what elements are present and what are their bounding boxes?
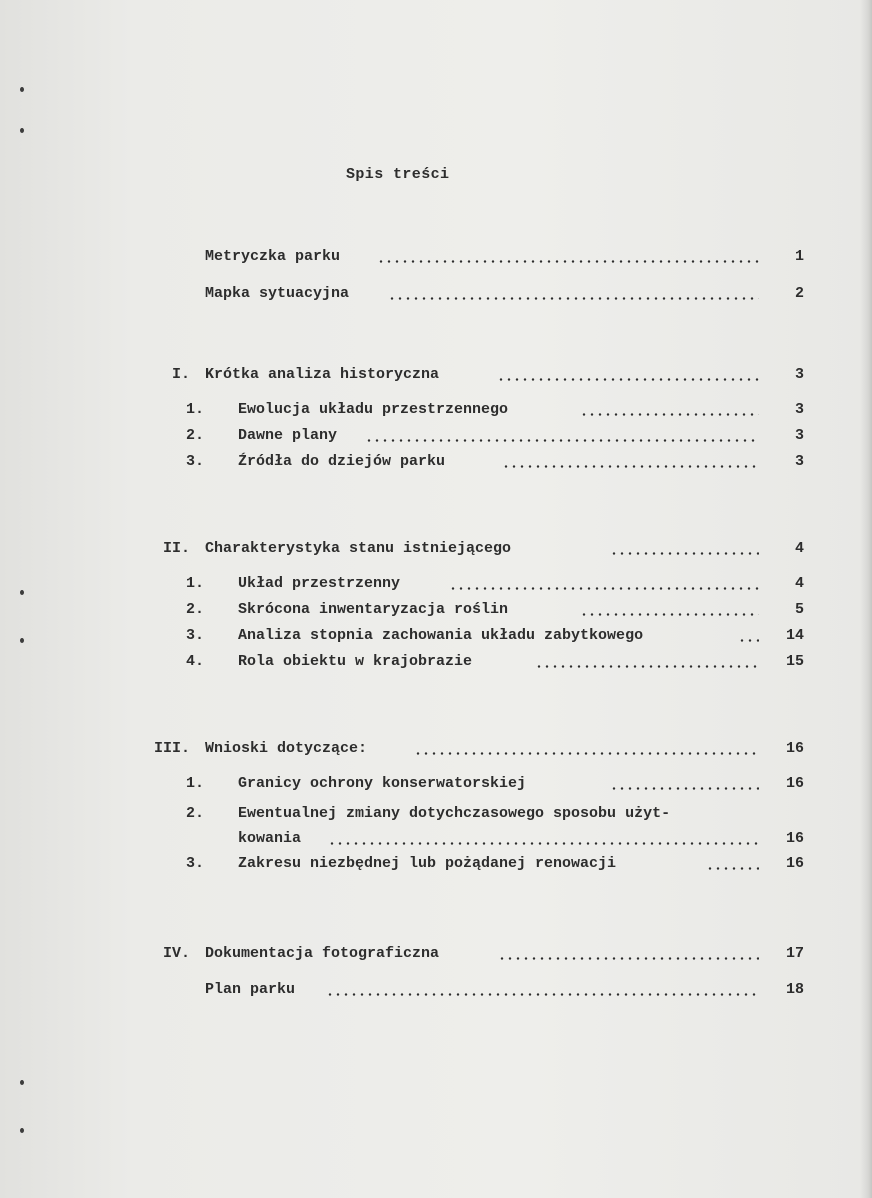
dotted-leader bbox=[610, 787, 759, 790]
toc-page-number: 16 bbox=[785, 740, 804, 757]
toc-subsection-number: 3. bbox=[185, 627, 204, 644]
toc-section-label: Charakterystyka stanu istniejącego bbox=[205, 540, 512, 557]
toc-page-number: 4 bbox=[794, 540, 804, 557]
toc-subsection-ii-3 bbox=[0, 625, 872, 647]
dotted-leader bbox=[706, 867, 759, 870]
toc-section-iii bbox=[0, 738, 872, 760]
dotted-leader bbox=[580, 613, 759, 616]
toc-subsection-label: Źródła do dziejów parku bbox=[238, 453, 446, 470]
toc-subsection-number: 2. bbox=[185, 805, 204, 822]
toc-subsection-number: 2. bbox=[185, 427, 204, 444]
toc-subsection-number: 1. bbox=[185, 401, 204, 418]
toc-section-label: Wnioski dotyczące: bbox=[205, 740, 368, 757]
toc-subsection-label: Zakresu niezbędnej lub pożądanej renowacji bbox=[238, 855, 617, 872]
dotted-leader bbox=[498, 957, 759, 960]
dotted-leader bbox=[328, 842, 759, 845]
dotted-leader bbox=[497, 378, 759, 381]
dotted-leader bbox=[580, 413, 759, 416]
toc-section-label: Dokumentacja fotograficzna bbox=[205, 945, 440, 962]
toc-subsection-number: 4. bbox=[185, 653, 204, 670]
toc-page-number: 14 bbox=[785, 627, 804, 644]
toc-subsection-label: Układ przestrzenny bbox=[238, 575, 401, 592]
toc-section-number: I. bbox=[171, 366, 190, 383]
toc-subsection-label: Rola obiektu w krajobrazie bbox=[238, 653, 473, 670]
toc-subsection-i-1 bbox=[0, 399, 872, 421]
dotted-leader bbox=[377, 260, 759, 263]
dotted-leader bbox=[610, 552, 759, 555]
toc-page-number: 17 bbox=[785, 945, 804, 962]
toc-subsection-number: 1. bbox=[185, 575, 204, 592]
toc-page-number: 5 bbox=[794, 601, 804, 618]
toc-subsection-iii-1 bbox=[0, 773, 872, 795]
toc-section-ii bbox=[0, 538, 872, 560]
toc-subsection-i-2 bbox=[0, 425, 872, 447]
punch-hole-mark-upper bbox=[20, 128, 24, 133]
toc-page-number: 16 bbox=[785, 775, 804, 792]
toc-subsection-number: 3. bbox=[185, 855, 204, 872]
dotted-leader bbox=[365, 439, 759, 442]
toc-page-number: 16 bbox=[785, 855, 804, 872]
toc-section-number: IV. bbox=[162, 945, 190, 962]
toc-page-number: 3 bbox=[794, 427, 804, 444]
toc-section-i bbox=[0, 364, 872, 386]
toc-page-number: 3 bbox=[794, 453, 804, 470]
toc-subsection-ii-2 bbox=[0, 599, 872, 621]
toc-page-number: 1 bbox=[794, 248, 804, 265]
punch-hole-mark-top bbox=[20, 87, 24, 92]
toc-section-number: II. bbox=[162, 540, 190, 557]
toc-subsection-label-continuation: kowania bbox=[238, 830, 302, 847]
toc-subsection-number: 3. bbox=[185, 453, 204, 470]
toc-subsection-ii-4 bbox=[0, 651, 872, 673]
dotted-leader bbox=[502, 465, 759, 468]
page-title: Spis treści bbox=[346, 166, 450, 183]
toc-entry-metryczka bbox=[0, 246, 872, 268]
dotted-leader bbox=[449, 587, 759, 590]
punch-hole-mark-bottom bbox=[20, 1128, 24, 1133]
toc-subsection-label: Ewentualnej zmiany dotychczasowego sposobu użyt- bbox=[238, 805, 671, 822]
toc-label: Mapka sytuacyjna bbox=[205, 285, 350, 302]
toc-subsection-label: Ewolucja układu przestrzennego bbox=[238, 401, 509, 418]
toc-section-label: Krótka analiza historyczna bbox=[205, 366, 440, 383]
toc-section-number: III. bbox=[153, 740, 190, 757]
toc-subsection-iii-2-continuation bbox=[0, 828, 872, 850]
toc-entry-plan bbox=[0, 979, 872, 1001]
toc-subsection-iii-2 bbox=[0, 803, 872, 825]
toc-page-number: 4 bbox=[794, 575, 804, 592]
toc-entry-mapka bbox=[0, 283, 872, 305]
toc-label: Metryczka parku bbox=[205, 248, 341, 265]
dotted-leader bbox=[535, 665, 759, 668]
toc-subsection-iii-3 bbox=[0, 853, 872, 875]
toc-subsection-label: Skrócona inwentaryzacja roślin bbox=[238, 601, 509, 618]
toc-page-number: 3 bbox=[794, 366, 804, 383]
toc-section-iv bbox=[0, 943, 872, 965]
toc-subsection-label: Granicy ochrony konserwatorskiej bbox=[238, 775, 527, 792]
toc-page-number: 16 bbox=[785, 830, 804, 847]
toc-page-number: 3 bbox=[794, 401, 804, 418]
toc-subsection-label: Analiza stopnia zachowania układu zabytkowego bbox=[238, 627, 644, 644]
toc-subsection-number: 2. bbox=[185, 601, 204, 618]
toc-subsection-label: Dawne plany bbox=[238, 427, 338, 444]
toc-subsection-number: 1. bbox=[185, 775, 204, 792]
dotted-leader bbox=[388, 297, 759, 300]
toc-page-number: 15 bbox=[785, 653, 804, 670]
dotted-leader bbox=[326, 993, 759, 996]
toc-subsection-i-3 bbox=[0, 451, 872, 473]
toc-subsection-ii-1 bbox=[0, 573, 872, 595]
punch-hole-mark-lower bbox=[20, 1080, 24, 1085]
toc-page-number: 2 bbox=[794, 285, 804, 302]
dotted-leader bbox=[414, 752, 759, 755]
toc-label: Plan parku bbox=[205, 981, 296, 998]
dotted-leader bbox=[738, 639, 759, 642]
toc-page-number: 18 bbox=[785, 981, 804, 998]
